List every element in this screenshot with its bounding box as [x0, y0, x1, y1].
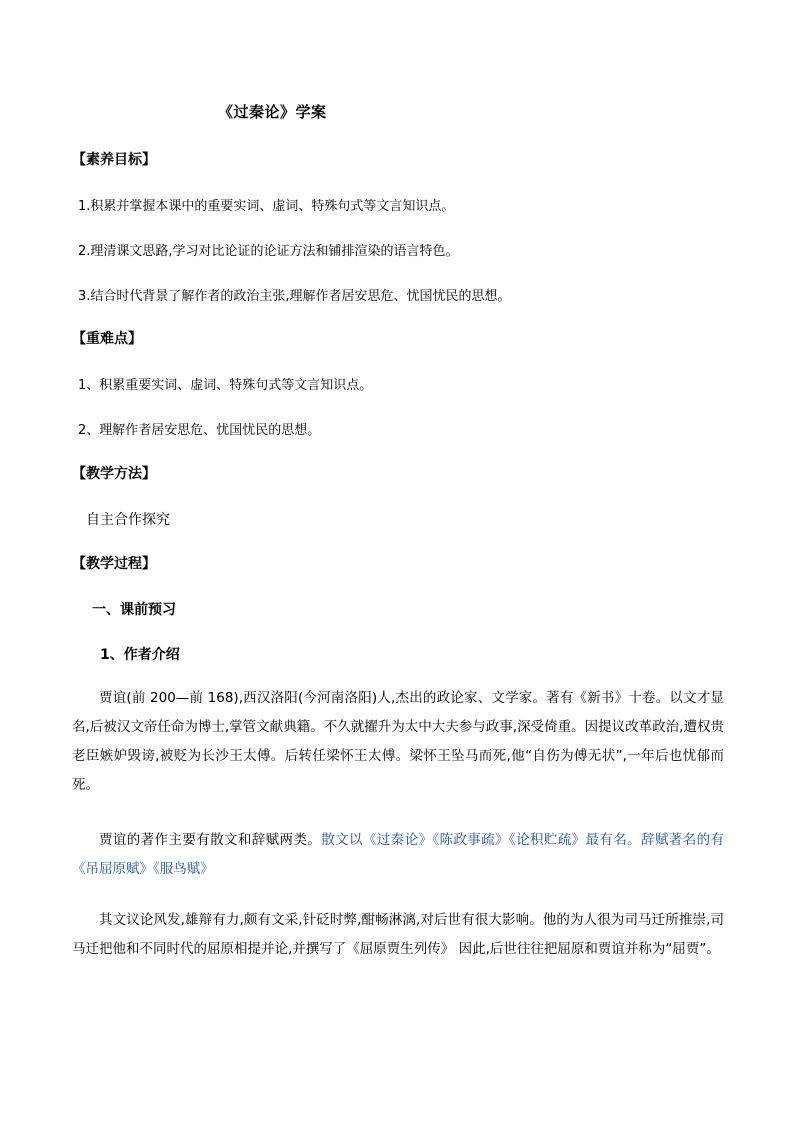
goal-item-1: 1.积累并掌握本课中的重要实词、虚词、特殊句式等文言知识点。	[78, 199, 455, 214]
heading-process: 【教学过程】	[72, 556, 156, 572]
works-paragraph	[72, 826, 724, 884]
influence-paragraph: 其文议论风发,雄辩有力,颇有文采,针砭时弊,酣畅淋漓,对后世有很大影响。他的为人很为司马迁所推崇,司马迁把他和不同时代的屈原相提并论,并撰写了《屈原贾生列传》 因此,后世往往把屈原和贾谊并称为“屈贾”。	[72, 912, 724, 957]
works-intro-text: 贾谊的著作主要有散文和辞赋两类。	[99, 832, 322, 848]
goal-item-3: 3.结合时代背景了解作者的政治主张,理解作者居安思危、忧国忧民的思想。	[78, 289, 511, 304]
process-part-1: 一、课前预习	[92, 602, 176, 618]
keypoint-item-2: 2、理解作者居安思危、忧国忧民的思想。	[78, 423, 321, 438]
document-title: 《过秦论》学案	[218, 103, 327, 121]
heading-goals: 【素养目标】	[72, 152, 156, 168]
heading-method: 【教学方法】	[72, 466, 156, 482]
goal-item-2: 2.理清课文思路,学习对比论证的论证方法和铺排渲染的语言特色。	[78, 244, 459, 259]
works-highlight-text: 散文以《过秦论》《陈政事疏》《论积贮疏》最有名。辞赋著名的有《吊屈原赋》《服鸟赋》	[72, 832, 725, 877]
heading-keypoints: 【重难点】	[72, 331, 142, 347]
process-sub-1: 1、作者介绍	[100, 647, 180, 663]
method-text: 自主合作探究	[86, 512, 170, 528]
author-intro-paragraph: 贾谊(前 200—前 168),西汉洛阳(今河南洛阳)人,杰出的政论家、文学家。著有《新书》十卷。以文才显名,后被汉文帝任命为博士,掌管文献典籍。不久就擢升为太中大夫参与政事,深受倚重。因提议改革政治,遭权贵老臣嫉妒毁谤,被贬为长沙王太傅。后转任梁怀王太傅。梁怀王坠马而死,他“自伤为傅无状”,一年后也忧郁而死。	[72, 690, 724, 793]
keypoint-item-1: 1、积累重要实词、虚词、特殊句式等文言知识点。	[78, 378, 373, 393]
